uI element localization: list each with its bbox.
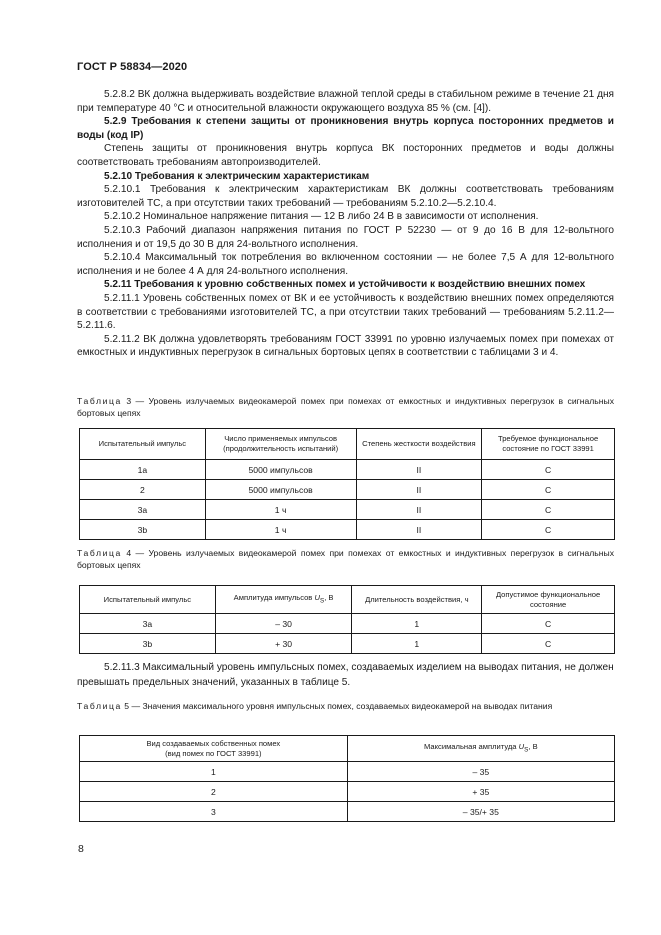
table-cell: 2 (80, 782, 348, 802)
table-row (80, 460, 615, 480)
paragraph-5-2-11-1: 5.2.11.1 Уровень собственных помех от ВК и ее устойчивость к воздействию внешних помех определяются в соответствии с требованиями изготовителей ТС, а при отсутствии таких требований — требованиям 5.2.11.2—5.2.11.6. (77, 292, 614, 332)
paragraph-5-2-10-4: 5.2.10.4 Максимальный ток потребления во включенном состоянии — не более 7,5 А для 12-вольтного исполнения и не более 4 А для 24-вольтного исполнения. (77, 252, 614, 277)
table4-header (215, 586, 352, 614)
table-cell: 1 ч (205, 520, 356, 540)
table-row (80, 520, 615, 540)
heading-5-2-11: 5.2.11 Требования к уровню собственных помех и устойчивости к воздействию внешних помех (104, 279, 586, 291)
table-cell: 1а (80, 460, 206, 480)
table-cell: 1 (352, 614, 482, 634)
table-cell: С (482, 500, 615, 520)
table3 (79, 428, 615, 540)
table3-header: Число применяемых импульсов (продолжительность испытаний) (205, 429, 356, 460)
table-row (80, 802, 615, 822)
table-cell: 3b (80, 520, 206, 540)
table5-caption (77, 701, 614, 713)
table4-header: Допустимое функциональное состояние (482, 586, 615, 614)
table-row (80, 762, 615, 782)
table3-label: Таблица (77, 396, 122, 406)
paragraph-5-2-8-2: 5.2.8.2 ВК должна выдерживать воздействие влажной теплой среды в стабильном режиме в течение 21 дня при температуре 40 °С и относительной влажности окружающего воздуха 85 % (см. [4]). (77, 89, 614, 114)
table-cell: С (482, 634, 615, 654)
table-cell: 3 (80, 802, 348, 822)
table3-caption (77, 396, 614, 419)
table4-caption (77, 548, 614, 571)
voltage-subscript: S (319, 597, 325, 605)
table-cell: + 30 (215, 634, 352, 654)
heading-5-2-10: 5.2.10 Требования к электрическим характеристикам (104, 170, 370, 182)
document-header: ГОСТ Р 58834—2020 (77, 61, 188, 73)
table-cell: С (482, 460, 615, 480)
table4 (79, 585, 615, 654)
table3-header: Испытательный импульс (80, 429, 206, 460)
table5-caption-text: 5 — Значения максимального уровня импульсных помех, создаваемых видеокамерой на выводах питания (124, 701, 553, 711)
table5 (79, 735, 615, 822)
table3-header: Степень жесткости воздействия (356, 429, 482, 460)
voltage-subscript: S (524, 746, 529, 754)
table-cell: 2 (80, 480, 206, 500)
document-body (77, 88, 614, 360)
table-row (80, 634, 615, 654)
table-cell: 5000 импульсов (205, 460, 356, 480)
amplitude-label: Амплитуда импульсов (233, 592, 313, 602)
table-cell: – 35/+ 35 (347, 802, 614, 822)
table4-label: Таблица (77, 548, 122, 558)
heading-5-2-9: 5.2.9 Требования к степени защиты от проникновения внутрь корпуса посторонних предметов и воды (код IP) (77, 116, 614, 141)
table-cell: С (482, 480, 615, 500)
table-row (80, 782, 615, 802)
table-cell: II (356, 520, 482, 540)
page-number: 8 (78, 843, 84, 855)
table-cell: 3b (80, 634, 216, 654)
table-cell: С (482, 520, 615, 540)
paragraph-5-2-10-1: 5.2.10.1 Требования к электрическим характеристикам ВК должны соответствовать требованиям изготовителей ТС, а при отсутствии таких требований — требованиям 5.2.10.2—5.2.10.4. (77, 184, 614, 209)
table4-header: Длительность воздействия, ч (352, 586, 482, 614)
table-cell: 1 (352, 634, 482, 654)
table-cell: 5000 импульсов (205, 480, 356, 500)
paragraph-5-2-11-2: 5.2.11.2 ВК должна удовлетворять требованиям ГОСТ 33991 по уровню излучаемых помех при помехах от емкостных и индуктивных перегрузок в сигнальных бортовых цепях в соответствии с таблицами 3 и 4. (77, 333, 614, 359)
table-cell: II (356, 460, 482, 480)
table-row (80, 500, 615, 520)
table4-caption-text: 4 — Уровень излучаемых видеокамерой помех при помехах от емкостных и индуктивных перегрузок в сигнальных бортовых цепях (77, 548, 614, 570)
table-cell: 1 (80, 762, 348, 782)
table3-caption-text: 3 — Уровень излучаемых видеокамерой помех при помехах от емкостных и индуктивных перегрузок в сигнальных бортовых цепях (77, 396, 614, 418)
table-cell: II (356, 500, 482, 520)
paragraph-5-2-10-3: 5.2.10.3 Рабочий диапазон напряжения питания по ГОСТ Р 52230 — от 9 до 16 В для 12-вольтного исполнения и от 19,5 до 30 В для 24-вольтного исполнения. (77, 224, 614, 250)
paragraph-ip-protection: Степень защиты от проникновения внутрь корпуса ВК посторонних предметов и воды должны соответствовать требованиям автопроизводителей. (77, 143, 614, 168)
voltage-symbol: U (314, 592, 320, 602)
unit-label: , В (528, 741, 538, 751)
table-cell: С (482, 614, 615, 634)
table-cell: II (356, 480, 482, 500)
table-cell: 3а (80, 614, 216, 634)
table-row (80, 480, 615, 500)
table3-header: Требуемое функциональное состояние по ГОСТ 33991 (482, 429, 615, 460)
table-cell: 1 ч (205, 500, 356, 520)
table-cell: + 35 (347, 782, 614, 802)
table5-header: Вид создаваемых собственных помех (вид помех по ГОСТ 33991) (80, 736, 348, 762)
table-cell: 3а (80, 500, 206, 520)
table-cell: – 30 (215, 614, 352, 634)
paragraph-5-2-10-2: 5.2.10.2 Номинальное напряжение питания — 12 В либо 24 В в зависимости от исполнения. (104, 211, 539, 223)
unit-label: , В (324, 592, 334, 602)
paragraph-5-2-11-3: 5.2.11.3 Максимальный уровень импульсных помех, создаваемых изделием на выводах питания, не должен превышать предельных значений, указанных в таблице 5. (77, 662, 614, 688)
voltage-symbol: U (518, 741, 525, 751)
table5-label: Таблица (77, 701, 122, 711)
table5-header (347, 736, 614, 762)
table-row (80, 614, 615, 634)
table-cell: – 35 (347, 762, 614, 782)
table4-header: Испытательный импульс (80, 586, 216, 614)
amplitude-label: Максимальная амплитуда (423, 741, 517, 751)
